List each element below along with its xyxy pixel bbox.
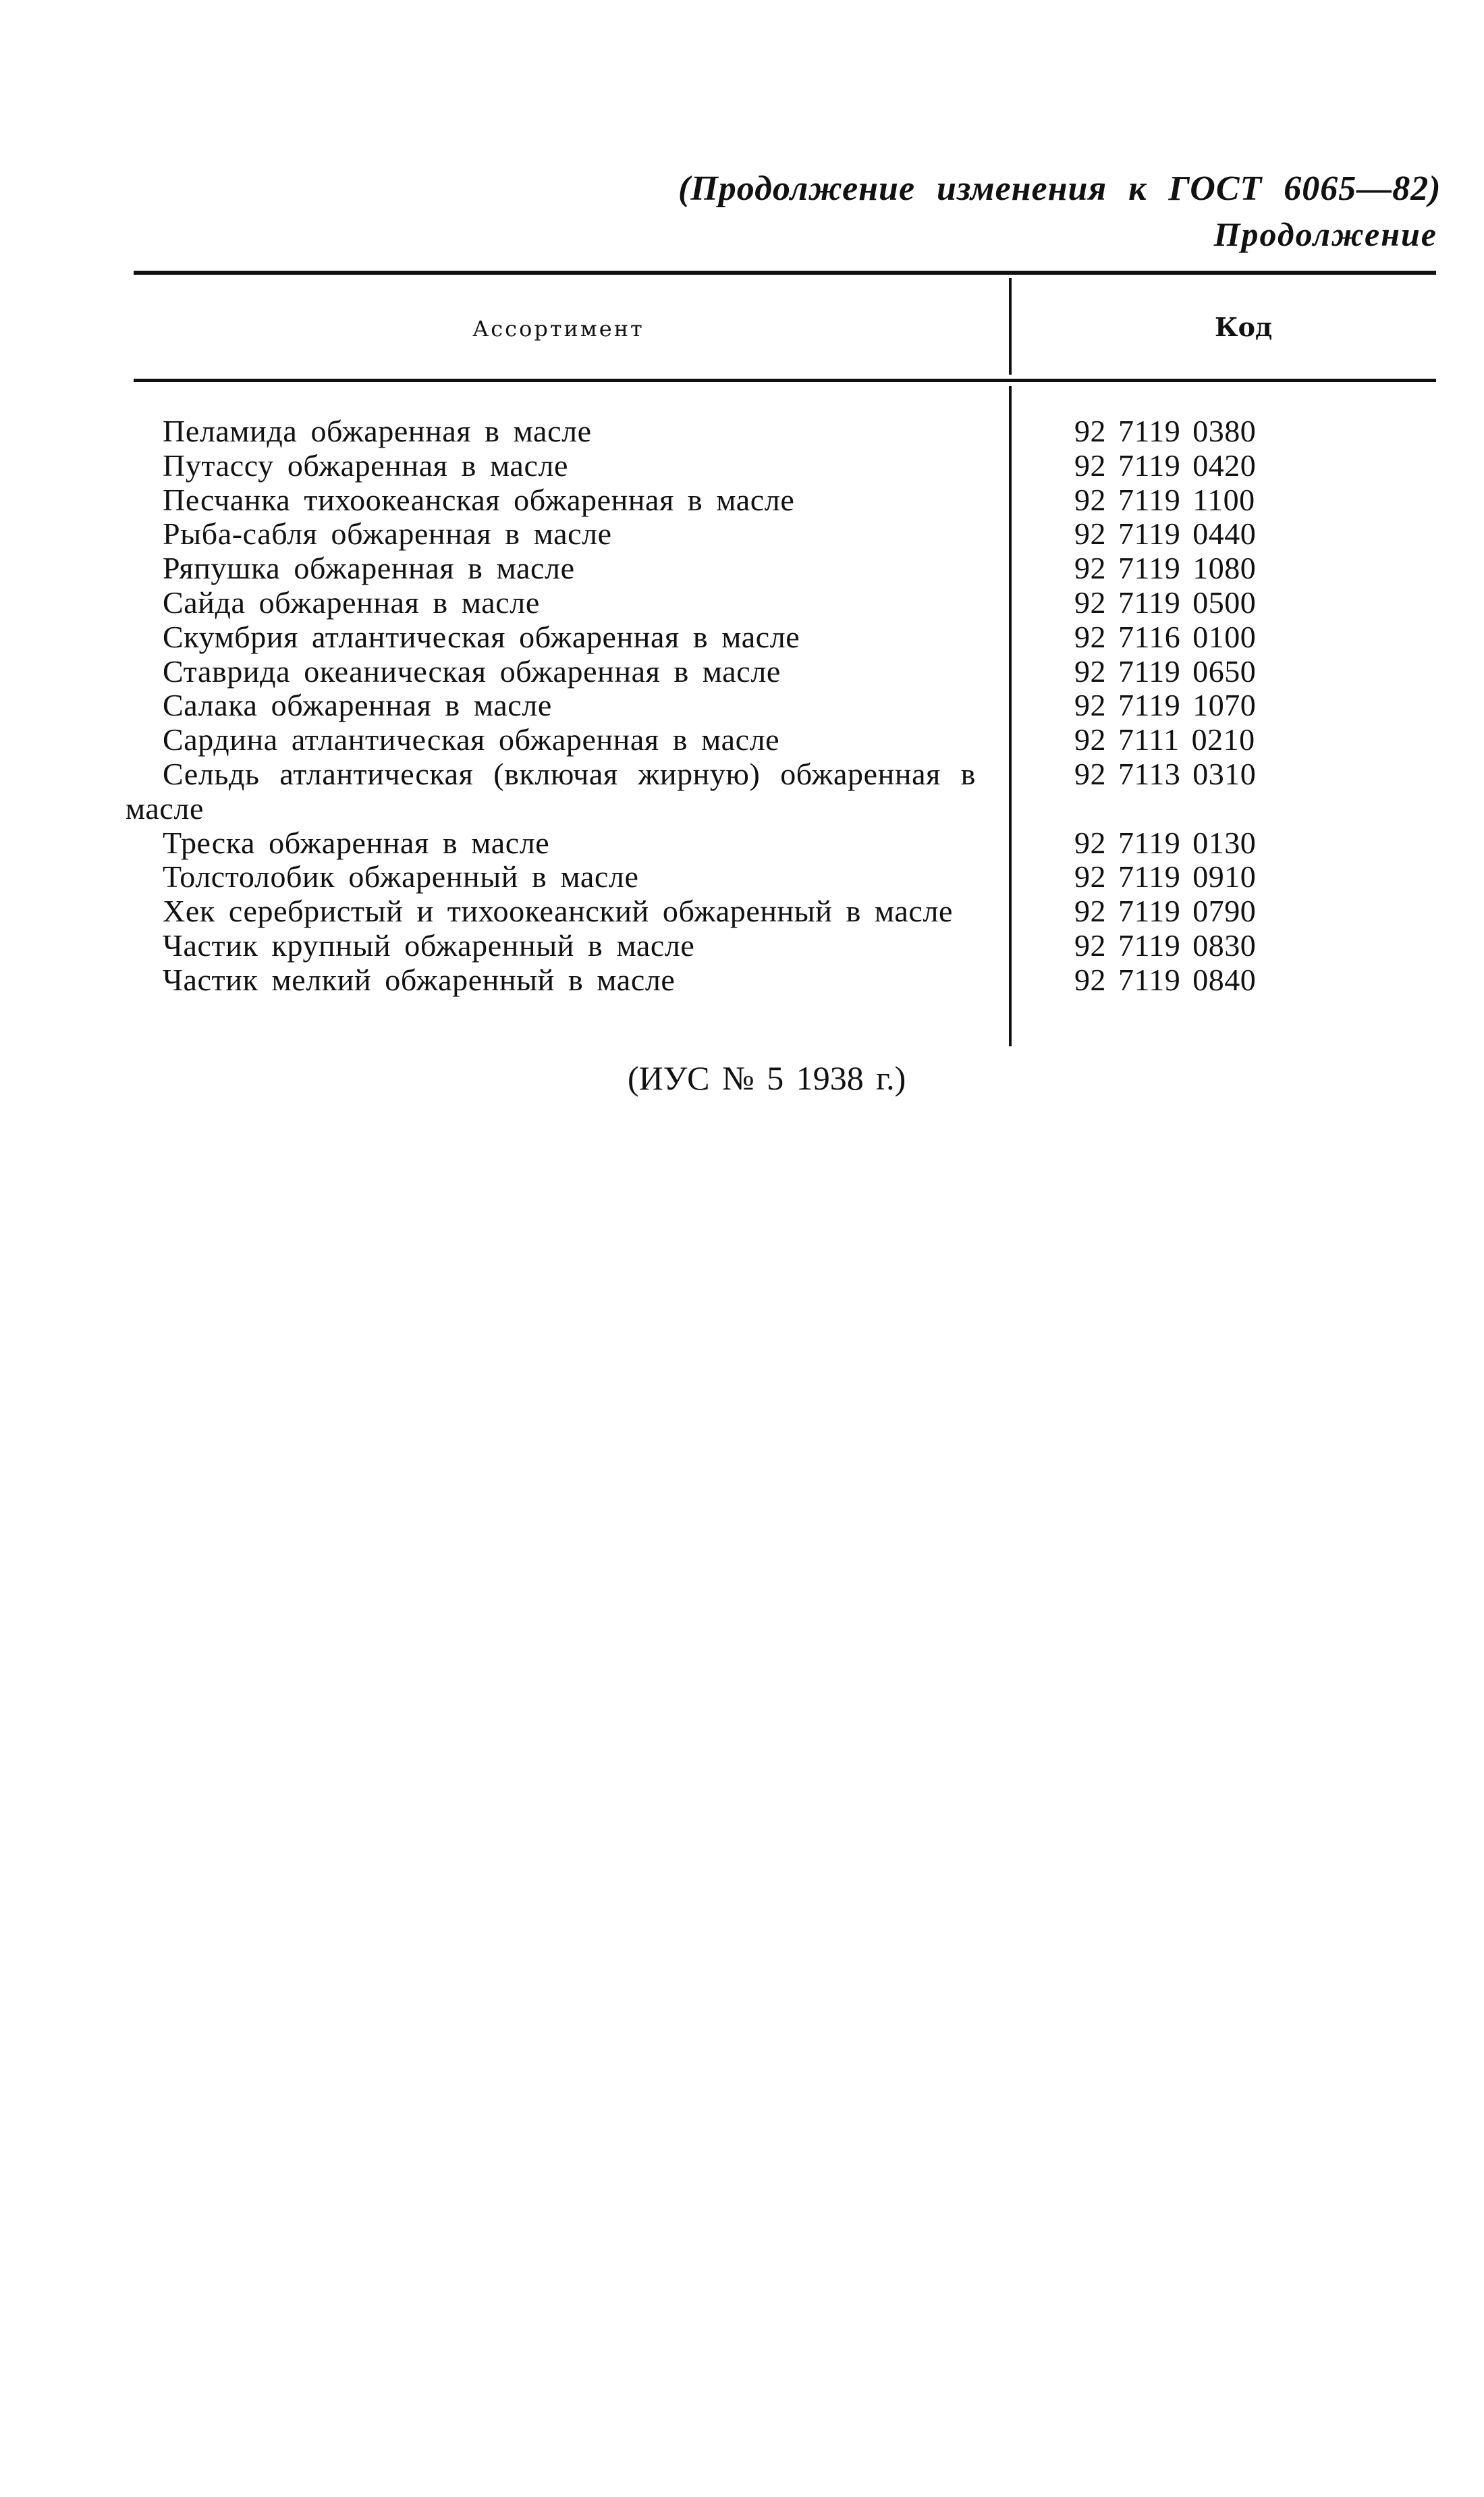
- table-row: [126, 689, 1421, 723]
- table-row: [126, 620, 1421, 655]
- code-cell: 92 7119 0650: [1074, 653, 1257, 689]
- table-row: [126, 655, 1421, 689]
- code-cell: 92 7119 1070: [1074, 688, 1257, 723]
- assortment-cell: Частик мелкий обжаренный в масле: [163, 962, 676, 997]
- table-row: [126, 929, 1421, 963]
- table-row: [126, 894, 1421, 929]
- code-cell: 92 7119 0440: [1074, 516, 1257, 552]
- table-row: [126, 414, 1421, 449]
- assortment-cell: Сайда обжаренная в масле: [163, 585, 540, 620]
- document-title: (Продолжение изменения к ГОСТ 6065—82): [678, 169, 1441, 208]
- code-cell: 92 7119 0910: [1074, 859, 1257, 894]
- code-cell: 92 7119 1080: [1074, 551, 1257, 586]
- table-body: [126, 414, 1421, 998]
- source-note: (ИУС № 5 1938 г.): [628, 1059, 906, 1097]
- code-cell: 92 7119 0790: [1074, 894, 1257, 929]
- column-header-assortment: Ассортимент: [472, 316, 644, 342]
- table-row: [126, 723, 1421, 757]
- continuation-label: Продолжение: [1213, 215, 1437, 253]
- assortment-cell: Скумбрия атлантическая обжаренная в масле: [163, 619, 800, 654]
- assortment-cell: Хек серебристый и тихоокеанский обжаренный в масле: [163, 894, 954, 929]
- table-row: [126, 449, 1421, 483]
- table-header-rule: [134, 379, 1436, 382]
- assortment-cell: Салака обжаренная в масле: [163, 688, 552, 723]
- assortment-cell: Пеламида обжаренная в масле: [163, 414, 592, 448]
- assortment-cell: Частик крупный обжаренный в масле: [163, 928, 695, 963]
- table-row: [126, 860, 1421, 894]
- code-cell: 92 7119 0840: [1074, 962, 1257, 997]
- table-row: [126, 826, 1421, 861]
- table-row: [126, 963, 1421, 998]
- table-row: [126, 586, 1421, 620]
- code-cell: 92 7116 0100: [1074, 619, 1257, 654]
- table-row: [126, 757, 1421, 826]
- code-cell: 92 7119 1100: [1074, 482, 1255, 517]
- column-header-code: Код: [1215, 312, 1273, 342]
- assortment-cell: Сардина атлантическая обжаренная в масле: [163, 722, 780, 757]
- code-cell: 92 7119 0130: [1074, 825, 1257, 860]
- table-row: [126, 552, 1421, 586]
- table-row: [126, 517, 1421, 552]
- code-cell: 92 7111 0210: [1074, 722, 1255, 757]
- assortment-cell: Толстолобик обжаренный в масле: [163, 859, 639, 894]
- code-cell: 92 7113 0310: [1074, 756, 1257, 791]
- code-cell: 92 7119 0500: [1074, 585, 1257, 620]
- assortment-cell: Ряпушка обжаренная в масле: [163, 551, 575, 586]
- code-cell: 92 7119 0830: [1074, 928, 1257, 963]
- assortment-cell: Путассу обжаренная в масле: [163, 448, 569, 483]
- table-row: [126, 483, 1421, 518]
- assortment-cell: Треска обжаренная в масле: [163, 825, 550, 860]
- assortment-cell: Рыба-сабля обжаренная в масле: [163, 516, 612, 552]
- table-top-rule: [134, 271, 1436, 275]
- assortment-cell: Песчанка тихоокеанская обжаренная в масле: [163, 482, 795, 517]
- assortment-cell: Ставрида океаническая обжаренная в масле: [163, 653, 781, 689]
- header-column-divider: [1009, 278, 1012, 375]
- assortment-cell: Сельдь атлантическая (включая жирную) обжаренная в масле: [126, 756, 976, 826]
- code-cell: 92 7119 0420: [1074, 448, 1257, 483]
- code-cell: 92 7119 0380: [1074, 414, 1257, 448]
